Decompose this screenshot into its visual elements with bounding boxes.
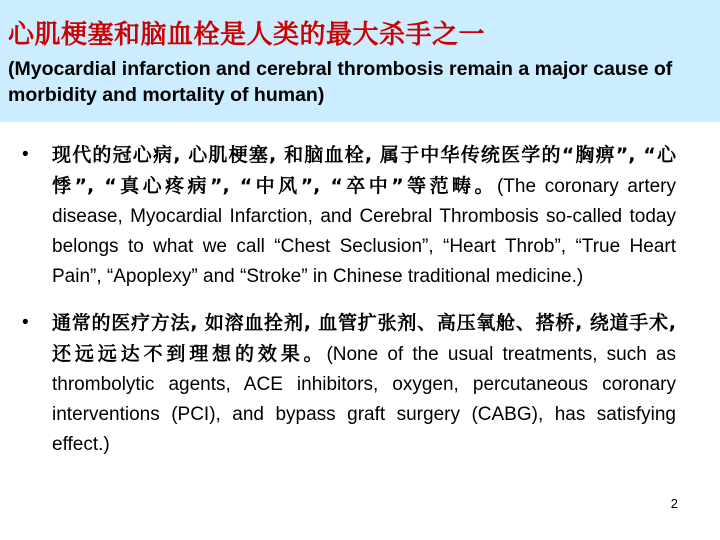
bullet-icon: • xyxy=(22,312,29,333)
bullet-list xyxy=(22,140,676,460)
bullet-item-2 xyxy=(22,308,676,460)
slide-header xyxy=(0,0,720,122)
bullet-1-english-text: (The coronary artery disease, Myocardial Infarction, and Cerebral Thrombosis so-called today belongs to what we call “Chest Seclusion”, “Heart Throb”, “True Heart Pain”, “Apoplexy” and “Stroke” in Chinese traditional medicine.) xyxy=(52,176,676,287)
bullet-2-english-text: (None of the usual treatments, such as thrombolytic agents, ACE inhibitors, oxygen, percutaneous coronary interventions (PCI), and bypass graft surgery (CABG), has satisfying effect.) xyxy=(52,344,676,455)
bullet-2-chinese-text: 通常的医疗方法, 如溶血拴剂, 血管扩张剂、高压氧舱、搭桥, 绕道手术, 还远远达不到理想的效果。 xyxy=(52,312,676,365)
slide-title: 心肌梗塞和脑血栓是人类的最大杀手之一 xyxy=(8,20,486,50)
bullet-icon: • xyxy=(22,144,29,165)
page-number: 2 xyxy=(670,496,678,511)
bullet-1-chinese-text: 现代的冠心病, 心肌梗塞, 和脑血栓, 属于中华传统医学的“胸痹”, “心悸”, “真心疼病”, “中风”, “卒中”等范畴。 xyxy=(52,144,676,197)
slide-subtitle: (Myocardial infarction and cerebral thrombosis remain a major cause of morbidity and mortality of human) xyxy=(8,58,673,106)
bullet-item-1 xyxy=(22,140,676,292)
